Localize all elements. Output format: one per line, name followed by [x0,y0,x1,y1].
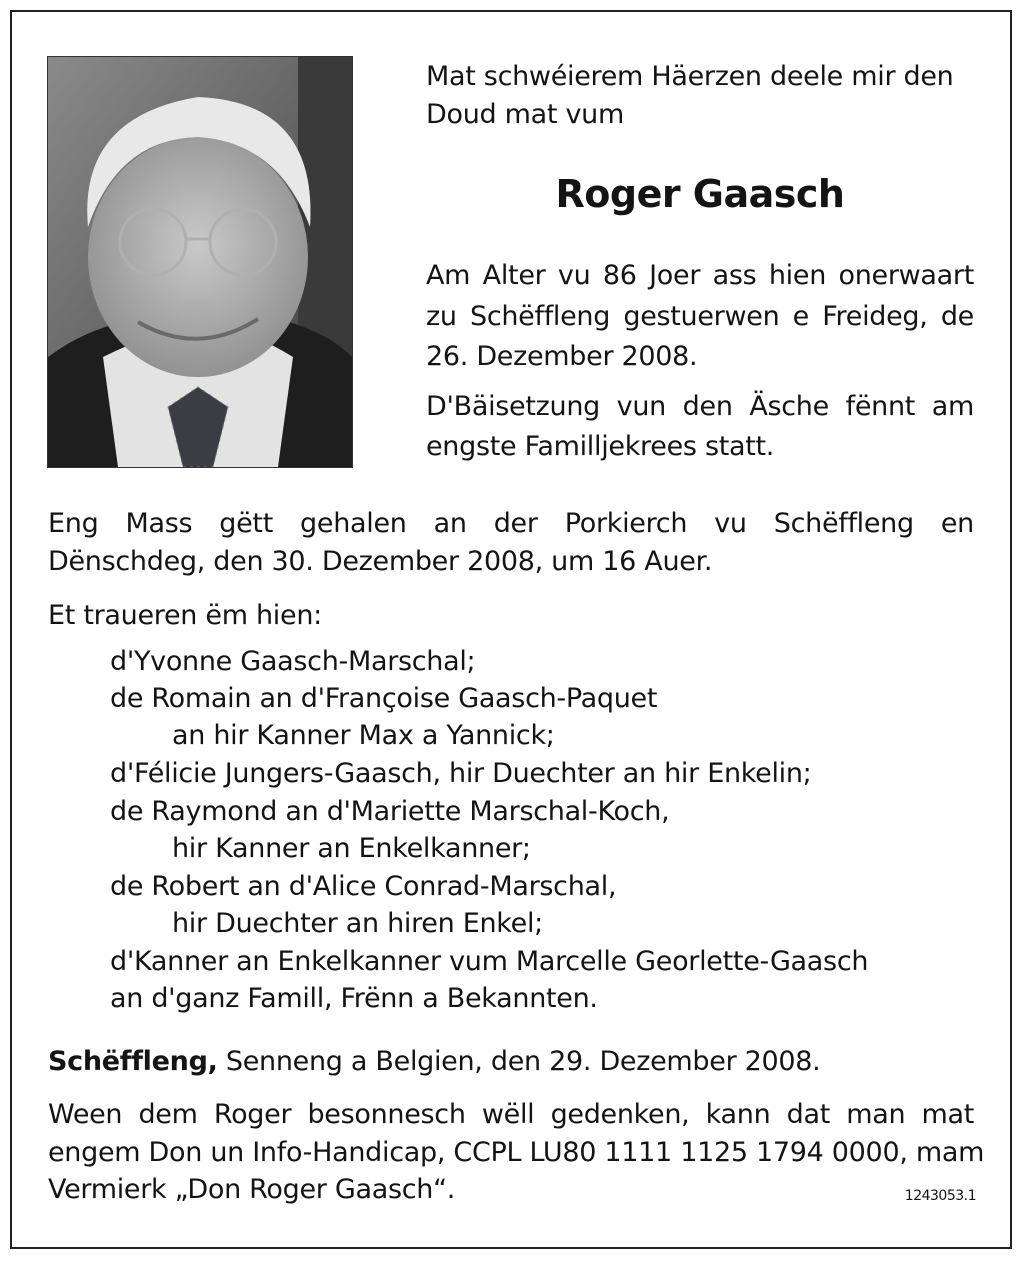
mourner-line: d'Kanner an Enkelkanner vum Marcelle Georlette-Gaasch [110,946,869,977]
mourner-line: de Romain an d'Françoise Gaasch-Paquet [110,683,658,714]
intro-line-1: Mat schwéierem Häerzen deele mir den [426,61,954,92]
mourner-line: hir Kanner an Enkelkanner; [172,833,531,864]
burial-line-1: D'Bäisetzung vun den Äsche fënnt am [426,391,974,422]
mourner-line: hir Duechter an hiren Enkel; [172,908,543,939]
mourner-line: an d'ganz Famill, Frënn a Bekannten. [110,983,598,1014]
age-line-3: 26. Dezember 2008. [426,341,698,372]
mourner-line: d'Félicie Jungers-Gaasch, hir Duechter an hir Enkelin; [110,758,812,789]
place-name: Schëffleng, [48,1046,218,1077]
mourner-line: d'Yvonne Gaasch-Marschal; [110,646,476,677]
donation-line-2: engem Don un Info-Handicap, CCPL LU80 1111 1125 1794 0000, mam [48,1137,985,1168]
mourners-heading: Et traueren ëm hien: [48,600,322,631]
place-date-rest: Senneng a Belgien, den 29. Dezember 2008. [225,1046,821,1077]
mass-line-1: Eng Mass gëtt gehalen an der Porkierch vu Schëffleng en [48,508,974,539]
donation-line-1: Ween dem Roger besonnesch wëll gedenken, kann dat man mat [48,1099,974,1130]
age-line-2: zu Schëffleng gestuerwen e Freideg, de [426,301,974,332]
mourner-line: an hir Kanner Max a Yannick; [172,720,555,751]
deceased-name: Roger Gaasch [555,172,845,216]
portrait-photo [47,56,353,468]
burial-line-2: engste Familljekrees statt. [426,431,775,462]
intro-line-2: Doud mat vum [426,99,624,130]
mourner-line: de Raymond an d'Mariette Marschal-Koch, [110,796,670,827]
mourner-line: de Robert an d'Alice Conrad-Marschal, [110,871,617,902]
mass-line-2: Dënschdeg, den 30. Dezember 2008, um 16 Auer. [48,546,713,577]
place-date-line [48,1043,820,1080]
donation-line-3: Vermierk „Don Roger Gaasch“. [48,1174,456,1205]
age-line-1: Am Alter vu 86 Joer ass hien onerwaart [426,260,974,291]
reference-number: 1243053.1 [904,1188,976,1204]
